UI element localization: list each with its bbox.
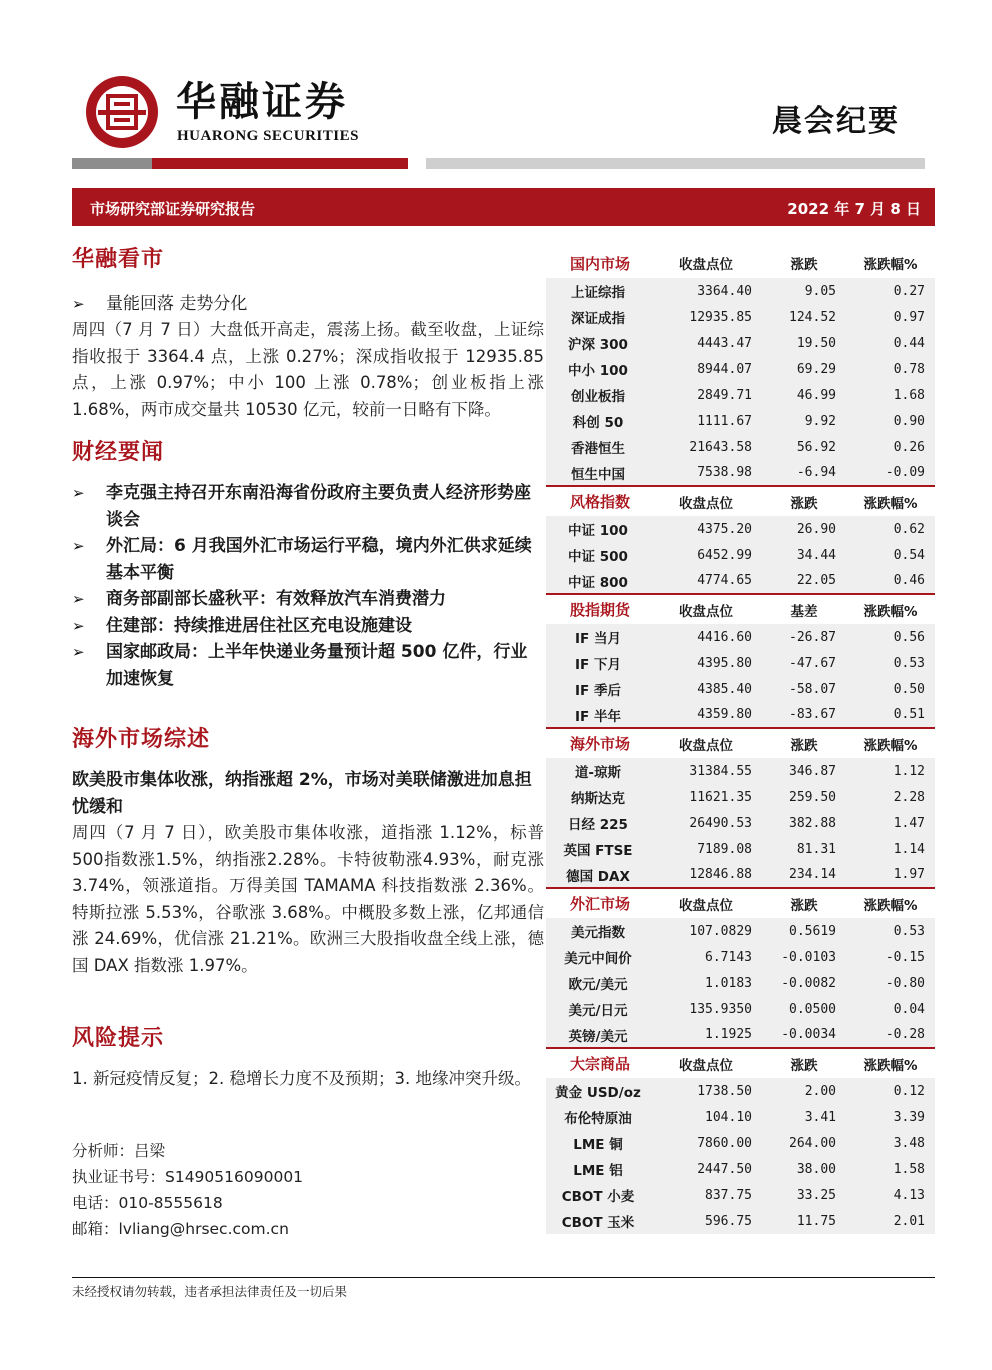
table-row [546,516,935,542]
instrument-value: 46.99 [796,387,836,403]
instrument-name: 中证 800 [568,574,628,591]
arrow-bullet-icon: ➢ [72,616,85,635]
arrow-bullet-icon: ➢ [72,590,85,608]
instrument-value: 2.01 [893,1213,925,1229]
instrument-value: 4416.60 [697,629,752,645]
table-row [546,810,935,836]
table-row [546,784,935,810]
table-section-header [546,728,935,758]
instrument-value: 104.10 [705,1109,752,1125]
table-column-header: 涨跌幅% [846,888,935,918]
table-row [546,676,935,702]
analyst-name: 分析师：吕梁 [72,1142,166,1160]
instrument-name: CBOT 玉米 [561,1215,635,1231]
instrument-value: 19.50 [796,335,836,351]
table-row [546,408,935,434]
arrow-bullet-icon: ➢ [72,484,85,502]
instrument-value: 4774.65 [697,573,752,588]
instrument-value: 31384.55 [689,763,752,779]
analyst-license: 执业证书号：S1490516090001 [72,1168,304,1186]
footer-disclaimer: 未经授权请勿转载，违者承担法律责任及一切后果 [72,1284,348,1299]
table-section-title: 海外市场 [546,728,650,758]
instrument-value: 0.5619 [789,923,836,939]
instrument-value: 1.1925 [705,1027,752,1042]
instrument-value: 0.51 [893,707,925,722]
instrument-value: 0.53 [893,923,925,939]
instrument-value: 1.12 [893,763,925,779]
instrument-value: 135.9350 [689,1001,752,1017]
instrument-value: 4375.20 [697,521,752,537]
instrument-value: 11.75 [796,1213,836,1229]
news-item[interactable] [72,480,544,533]
instrument-value: 81.31 [796,841,836,857]
table-column-header: 涨跌幅% [846,486,935,516]
instrument-name: CBOT 小麦 [561,1189,635,1205]
market-data-table [546,248,935,1234]
instrument-value: 0.50 [893,681,925,697]
instrument-value: 56.92 [796,439,836,455]
table-row [546,330,935,356]
instrument-value: 1.97 [893,867,925,882]
table-column-header: 收盘点位 [650,888,762,918]
instrument-value: 0.53 [893,655,925,671]
left-column [72,238,544,1093]
table-column-header: 涨跌 [762,728,846,758]
instrument-name: 美元指数 [571,925,625,941]
table-column-header: 涨跌幅% [846,1048,935,1078]
table-row [546,542,935,568]
table-row [546,1104,935,1130]
instrument-value: 3.39 [893,1109,925,1125]
instrument-value: 1.58 [893,1161,925,1177]
instrument-value: 596.75 [705,1213,752,1229]
instrument-value: 22.05 [796,573,836,588]
instrument-name: 美元中间价 [564,951,632,967]
news-item[interactable] [72,586,544,613]
instrument-value: 1111.67 [697,413,752,429]
header-divider-dark-grey [72,158,152,169]
instrument-name: 中小 100 [568,363,628,379]
instrument-value: 0.90 [893,413,925,429]
analyst-email[interactable]: 邮箱：lvliang@hrsec.com.cn [72,1220,289,1238]
table-section-title: 大宗商品 [546,1048,650,1078]
table-column-header: 涨跌幅% [846,728,935,758]
arrow-bullet-icon: ➢ [72,537,85,555]
instrument-name: 美元/日元 [568,1003,628,1019]
banner-department: 市场研究部证券研究报告 [90,200,256,218]
instrument-name: 黄金 USD/oz [555,1085,641,1101]
table-row [546,356,935,382]
table-row [546,970,935,996]
instrument-name: 道-琼斯 [574,765,622,781]
instrument-name: 德国 DAX [566,868,630,885]
instrument-name: IF 半年 [575,708,621,725]
table-column-header: 收盘点位 [650,486,762,516]
instrument-value: 2447.50 [697,1161,752,1177]
table-section-header [546,888,935,918]
instrument-value: 69.29 [796,361,836,377]
document-type: 晨会纪要 [772,104,900,139]
instrument-value: 4385.40 [697,681,752,697]
table-column-header: 收盘点位 [650,728,762,758]
table-column-header: 涨跌 [762,248,846,278]
instrument-name: 上证综指 [571,285,625,301]
instrument-value: 9.05 [804,283,836,299]
instrument-value: 837.75 [705,1187,752,1203]
instrument-name: 英国 FTSE [563,843,633,859]
instrument-value: 38.00 [796,1161,836,1177]
table-column-header: 收盘点位 [650,1048,762,1078]
news-item-text: 国家邮政局：上半年快递业务量预计超 500 亿件，行业加速恢复 [106,642,528,689]
instrument-value: 6452.99 [697,547,752,563]
instrument-value: 34.44 [796,547,836,563]
instrument-value: 3364.40 [697,283,752,299]
instrument-value: 0.56 [893,629,925,645]
market-view-bullet [72,291,544,317]
table-section-header [546,248,935,278]
news-item[interactable] [72,613,544,640]
market-table-body [546,248,935,1234]
instrument-value: 33.25 [796,1187,836,1203]
instrument-value: 0.27 [893,283,925,299]
instrument-value: 12846.88 [689,867,752,882]
table-row [546,758,935,784]
overseas-paragraph: 周四（7 月 7 日），欧美股市集体收涨，道指涨 1.12%，标普500指数涨1.5%，纳指涨2.28%。卡特彼勒涨4.93%，耐克涨 3.74%，领涨道指。万得美国 TAMAMA 科技指数涨 2.36%。特斯拉涨 5.53%，谷歌涨 3.68%。中概股多数上涨，亿邦通信涨 24.69%，优信涨 21.21%。欧洲三大股指收盘全线上涨，德国 DAX 指数涨 1.97%。 [72,823,544,975]
table-row [546,434,935,460]
header-divider-grey [426,158,925,169]
instrument-value: 2849.71 [697,387,752,403]
instrument-name: IF 季后 [575,683,621,699]
section-title-market-view: 华融看市 [72,246,165,272]
instrument-value: -0.28 [885,1027,925,1042]
arrow-bullet-icon: ➢ [72,295,85,313]
instrument-name: 中证 500 [568,549,628,565]
instrument-value: 26490.53 [689,815,752,831]
instrument-value: 3.48 [893,1135,925,1151]
table-section-title: 股指期货 [546,594,650,624]
instrument-value: 0.44 [893,335,925,351]
instrument-value: 1.47 [893,815,925,831]
banner-date: 2022 年 7 月 8 日 [787,200,921,218]
section-title-overseas: 海外市场综述 [72,726,211,752]
instrument-value: 12935.85 [689,309,752,325]
table-section-header [546,594,935,624]
table-section-header [546,1048,935,1078]
table-row [546,568,935,594]
table-section-header [546,486,935,516]
table-row [546,1078,935,1104]
table-row [546,918,935,944]
instrument-value: 26.90 [796,521,836,537]
table-row [546,836,935,862]
instrument-value: 382.88 [789,815,836,831]
table-section-title: 风格指数 [546,486,650,516]
instrument-name: LME 铝 [573,1163,623,1179]
table-row [546,702,935,728]
instrument-name: LME 铜 [573,1137,623,1153]
table-column-header: 基差 [762,594,846,624]
instrument-value: 6.7143 [705,949,752,965]
instrument-value: 9.92 [804,413,836,429]
instrument-value: 0.46 [893,573,925,588]
instrument-value: 0.26 [893,439,925,455]
instrument-value: 1.0183 [705,975,752,991]
instrument-value: -6.94 [796,465,836,480]
instrument-value: -0.0082 [781,975,836,991]
instrument-value: 4395.80 [697,655,752,671]
instrument-value: 4359.80 [697,707,752,722]
table-column-header: 涨跌 [762,1048,846,1078]
instrument-value: 7538.98 [697,465,752,480]
instrument-value: 3.41 [804,1109,836,1125]
instrument-value: 264.00 [789,1135,836,1151]
instrument-name: IF 当月 [575,631,621,647]
finance-news-list [72,480,544,692]
instrument-value: 4443.47 [697,335,752,351]
instrument-name: 日经 225 [568,817,628,833]
instrument-value: 0.12 [893,1083,925,1099]
instrument-value: 7189.08 [697,841,752,857]
table-section-title: 国内市场 [546,248,650,278]
footer-divider [72,1277,935,1278]
report-banner [72,188,935,226]
market-view-bullet-text: 量能回落 走势分化 [106,294,248,314]
instrument-value: -0.80 [885,975,925,991]
instrument-value: 8944.07 [697,361,752,377]
instrument-value: 11621.35 [689,789,752,805]
table-row [546,1156,935,1182]
table-section-title: 外汇市场 [546,888,650,918]
news-item[interactable] [72,639,544,692]
instrument-value: -0.09 [885,465,925,480]
table-row [546,1130,935,1156]
instrument-value: -26.87 [789,629,836,645]
instrument-name: 沪深 300 [568,337,628,353]
instrument-value: -83.67 [789,707,836,722]
instrument-name: 中证 100 [568,523,628,539]
instrument-value: 7860.00 [697,1135,752,1151]
instrument-value: -47.67 [789,655,836,671]
news-item-text: 住建部：持续推进居住社区充电设施建设 [106,615,412,636]
instrument-name: IF 下月 [575,657,621,673]
instrument-value: 1738.50 [697,1083,752,1099]
instrument-value: -0.0034 [781,1027,836,1042]
instrument-value: 1.14 [893,841,925,857]
instrument-value: 4.13 [893,1187,925,1203]
analyst-phone: 电话：010-8555618 [72,1194,223,1212]
overseas-headline: 欧美股市集体收涨，纳指涨超 2%，市场对美联储激进加息担忧缓和 [72,770,532,817]
instrument-value: -0.0103 [781,949,836,965]
arrow-bullet-icon: ➢ [72,643,85,661]
risk-paragraph: 1. 新冠疫情反复；2. 稳增长力度不及预期；3. 地缘冲突升级。 [72,1069,531,1088]
section-title-risk: 风险提示 [72,1025,165,1051]
instrument-value: 107.0829 [689,923,752,939]
instrument-value: -0.15 [885,949,925,965]
instrument-value: 21643.58 [689,439,752,455]
table-column-header: 收盘点位 [650,594,762,624]
table-column-header: 涨跌 [762,888,846,918]
news-item-text: 外汇局：6 月我国外汇市场运行平稳，境内外汇供求延续基本平衡 [106,536,532,583]
instrument-value: 2.28 [893,789,925,805]
table-row [546,382,935,408]
analyst-contact [72,1138,303,1242]
instrument-name: 深证成指 [571,311,625,327]
instrument-name: 布伦特原油 [564,1111,632,1127]
table-row [546,1182,935,1208]
table-row [546,624,935,650]
table-row [546,1022,935,1048]
instrument-value: 259.50 [789,789,836,805]
table-row [546,460,935,486]
table-row [546,996,935,1022]
table-row [546,862,935,888]
table-column-header: 收盘点位 [650,248,762,278]
instrument-name: 恒生中国 [571,466,625,483]
instrument-name: 英镑/美元 [568,1028,628,1045]
instrument-value: 124.52 [789,309,836,325]
brand-name-cn: 华融证券 [176,78,348,125]
section-title-finance-news: 财经要闻 [72,439,165,465]
instrument-value: 1.68 [893,387,925,403]
table-column-header: 涨跌 [762,486,846,516]
instrument-value: 0.97 [893,309,925,325]
instrument-name: 科创 50 [572,415,624,431]
news-item-text: 李克强主持召开东南沿海省份政府主要负责人经济形势座谈会 [106,483,531,530]
table-row [546,650,935,676]
instrument-value: 0.04 [893,1001,925,1017]
table-row [546,304,935,330]
instrument-name: 欧元/美元 [568,977,628,993]
news-item[interactable] [72,533,544,586]
instrument-value: 2.00 [804,1083,836,1099]
instrument-value: 346.87 [789,763,836,779]
market-view-paragraph: 周四（7 月 7 日）大盘低开高走，震荡上扬。截至收盘，上证综指收报于 3364.4 点，上涨 0.27%；深成指收报于 12935.85 点，上涨 0.97%；中小 100 上涨 0.78%；创业板指上涨 1.68%，两市成交量共 10530 亿元，较前一日略有下降。 [72,320,544,419]
instrument-value: 0.78 [893,361,925,377]
huarong-logo [84,74,160,150]
instrument-value: 0.62 [893,521,925,537]
table-row [546,1208,935,1234]
table-row [546,944,935,970]
table-row [546,278,935,304]
instrument-value: 0.0500 [789,1001,836,1017]
instrument-name: 创业板指 [571,389,625,405]
instrument-value: -58.07 [789,681,836,697]
instrument-value: 234.14 [789,867,836,882]
brand-name-en: HUARONG SECURITIES [177,128,359,144]
table-column-header: 涨跌幅% [846,594,935,624]
instrument-value: 0.54 [893,547,925,563]
news-item-text: 商务部副部长盛秋平：有效释放汽车消费潜力 [106,589,446,609]
table-column-header: 涨跌幅% [846,248,935,278]
instrument-name: 纳斯达克 [571,791,625,807]
instrument-name: 香港恒生 [571,441,625,457]
